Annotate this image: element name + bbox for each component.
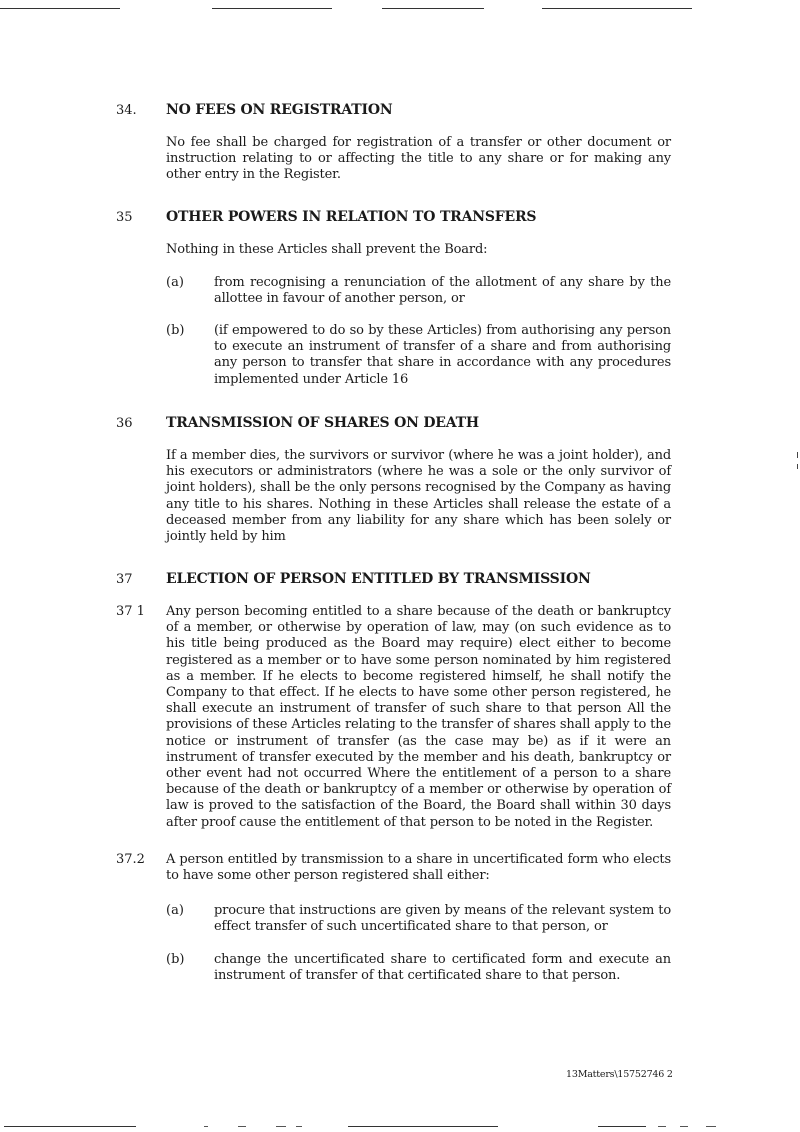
bottom-dash-7 <box>706 1126 716 1127</box>
edge-mark <box>797 464 798 469</box>
section-heading: NO FEES ON REGISTRATION <box>166 102 393 118</box>
top-rule-4 <box>542 8 692 9</box>
item-text: change the uncertificated share to certificated form and execute an instrument of transfer of that certificated share to that person. <box>214 952 671 984</box>
subsection-body: A person entitled by transmission to a share in uncertificated form who elects to have some other person registered shall either: <box>166 852 671 884</box>
item-text: from recognising a renunciation of the allotment of any share by the allottee in favour of another person, or <box>214 275 671 307</box>
bottom-dash-1 <box>204 1126 208 1127</box>
section-number: 37 <box>116 572 133 587</box>
section-body: No fee shall be charged for registration of a transfer or other document or instruction relating to or affecting the title to any share or for making any other entry in the Register. <box>166 135 671 183</box>
bottom-rule-3 <box>598 1126 646 1127</box>
section-heading: OTHER POWERS IN RELATION TO TRANSFERS <box>166 209 537 225</box>
bottom-dash-4 <box>296 1126 302 1127</box>
bottom-rule-1 <box>4 1126 136 1127</box>
item-label: (b) <box>166 952 185 967</box>
bottom-dash-6 <box>680 1126 688 1127</box>
item-text: procure that instructions are given by means of the relevant system to effect transfer of such uncertificated share to that person, or <box>214 903 671 935</box>
top-rule-1 <box>0 8 120 9</box>
item-label: (a) <box>166 275 184 290</box>
section-heading: TRANSMISSION OF SHARES ON DEATH <box>166 415 479 431</box>
section-heading: ELECTION OF PERSON ENTITLED BY TRANSMISSION <box>166 571 591 587</box>
bottom-dash-5 <box>658 1126 666 1127</box>
section-number: 36 <box>116 416 133 431</box>
item-label: (b) <box>166 323 185 338</box>
item-text: (if empowered to do so by these Articles) from authorising any person to execute an instrument of transfer of a share and from authorising any person to transfer that share in accordance with any procedures implemented under Article 16 <box>214 323 671 387</box>
item-label: (a) <box>166 903 184 918</box>
document-reference: 13Matters\15752746 2 <box>566 1069 673 1080</box>
bottom-rule-2 <box>348 1126 498 1127</box>
section-number: 34. <box>116 103 137 118</box>
subsection-body: Any person becoming entitled to a share because of the death or bankruptcy of a member, or otherwise by operation of law, may (on such evidence as to his title being produced as the Board may require) elect either to become registered as a member or to have some person nominated by him registered as a member. If he elects to become registered himself, he shall notify the Company to that effect. If he elects to have some other person registered, he shall execute an instrument of transfer of such share to that person All the provisions of these Articles relating to the transfer of shares shall apply to the notice or instrument of transfer (as the case may be) as if it were an instrument of transfer executed by the member and his death, bankruptcy or other event had not occurred Where the entitlement of a person to a share because of the death or bankruptcy of a member or otherwise by operation of law is proved to the satisfaction of the Board, the Board shall within 30 days after proof cause the entitlement of that person to be noted in the Register. <box>166 604 671 830</box>
bottom-dash-3 <box>276 1126 286 1127</box>
top-rule-3 <box>382 8 484 9</box>
bottom-dash-2 <box>238 1126 246 1127</box>
top-rule-2 <box>212 8 332 9</box>
section-number: 35 <box>116 210 133 225</box>
subsection-number: 37 1 <box>116 604 145 619</box>
edge-mark <box>797 452 798 458</box>
subsection-number: 37.2 <box>116 852 145 867</box>
section-intro: Nothing in these Articles shall prevent the Board: <box>166 242 488 257</box>
section-body: If a member dies, the survivors or survivor (where he was a joint holder), and his executors or administrators (where he was a sole or the only survivor of joint holders), shall be the only persons recognised by the Company as having any title to his shares. Nothing in these Articles shall release the estate of a deceased member from any liability for any share which has been solely or jointly held by him <box>166 448 671 545</box>
